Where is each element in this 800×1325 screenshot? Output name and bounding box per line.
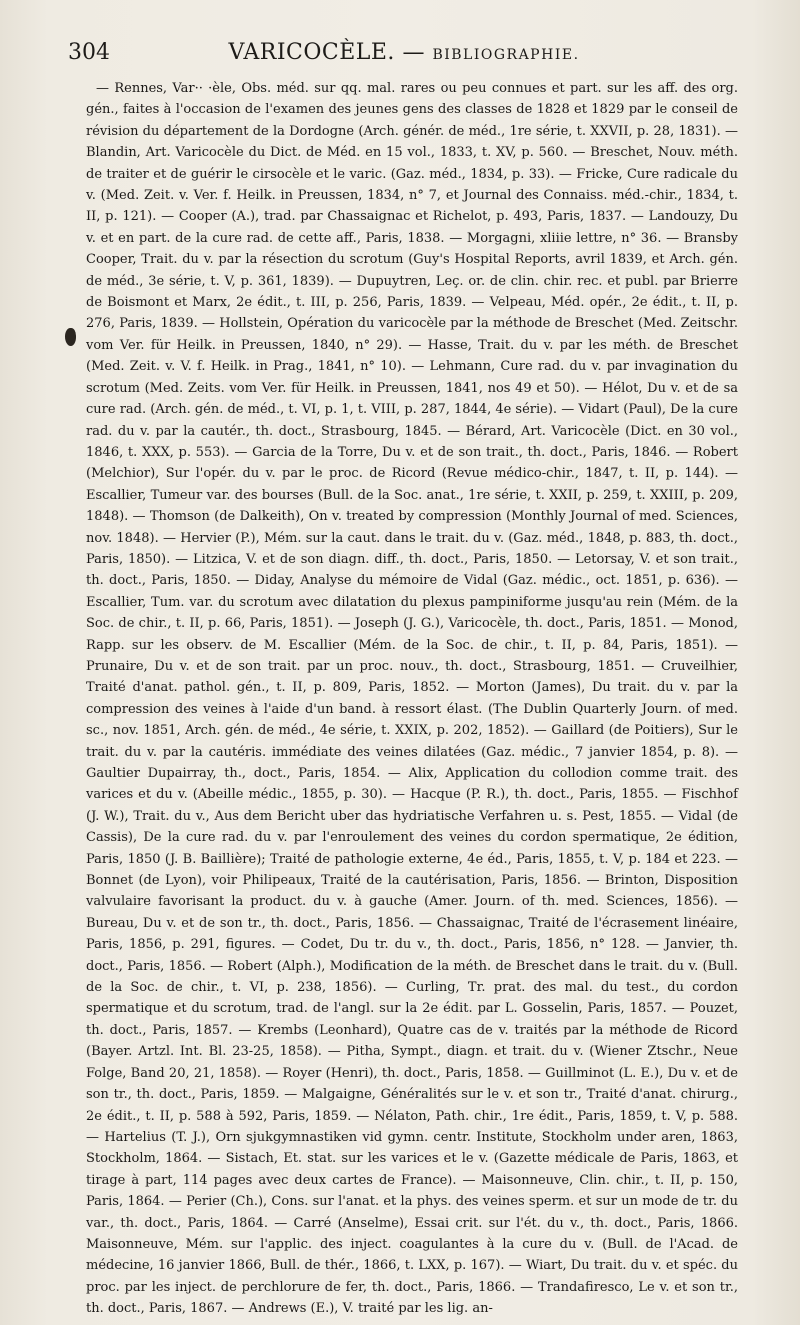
running-title-main: VARICOCÈLE. [228, 40, 395, 65]
running-title-subtitle: BIBLIOGRAPHIE. [432, 47, 580, 63]
page-number: 304 [68, 40, 110, 65]
bibliography-text [86, 78, 738, 1320]
ink-spot [65, 328, 76, 346]
bibliography-paragraph: — Rennes, Var·· ·èle, Obs. méd. sur qq. mal. rares ou peu connues et part. sur les aff. des org. gén., faites à l'occasion de l'examen des jeunes gens des classes de 1828 et 1829 par le conseil de révision du département de la Dordogne (Arch. génér. de méd., 1re série, t. XXVII, p. 28, 1831). — Blandin, Art. Varicocèle du Dict. de Méd. en 15 vol., 1833, t. XV, p. 560. — Breschet, Nouv. méth. de traiter et de guérir le cirsocèle et le varic. (Gaz. méd., 1834, p. 33). — Fricke, Cure radicale du v. (Med. Zeit. v. Ver. f. Heilk. in Preussen, 1834, n° 7, et Journal des Connaiss. méd.-chir., 1834, t. II, p. 121). — Cooper (A.), trad. par Chassaignac et Richelot, p. 493, Paris, 1837. — Landouzy, Du v. et en part. de la cure rad. de cette aff., Paris, 1838. — Morgagni, xliiie lettre, n° 36. — Bransby Cooper, Trait. du v. par la résection du scrotum (Guy's Hospital Reports, avril 1839, et Arch. gén. de méd., 3e série, t. V, p. 361, 1839). — Dupuytren, Leç. or. de clin. chir. rec. et publ. par Brierre de Boismont et Marx, 2e édit., t. III, p. 256, Paris, 1839. — Velpeau, Méd. opér., 2e édit., t. II, p. 276, Paris, 1839. — Hollstein, Opération du varicocèle par la méthode de Breschet (Med. Zeitschr. vom Ver. für Heilk. in Preussen, 1840, n° 29). — Hasse, Trait. du v. par les méth. de Breschet (Med. Zeit. v. V. f. Heilk. in Prag., 1841, n° 10). — Lehmann, Cure rad. du v. par invagination du scrotum (Med. Zeits. vom Ver. für Heilk. in Preussen, 1841, nos 49 et 50). — Hélot, Du v. et de sa cure rad. (Arch. gén. de méd., t. VI, p. 1, t. VIII, p. 287, 1844, 4e série). — Vidart (Paul), De la cure rad. du v. par la cautér., th. doct., Strasbourg, 1845. — Bérard, Art. Varicocèle (Dict. en 30 vol., 1846, t. XXX, p. 553). — Garcia de la Torre, Du v. et de son trait., th. doct., Paris, 1846. — Robert (Melchior), Sur l'opér. du v. par le proc. de Ricord (Revue médico-chir., 1847, t. II, p. 144). — Escallier, Tumeur var. des bourses (Bull. de la Soc. anat., 1re série, t. XXII, p. 259, t. XXIII, p. 209, 1848). — Thomson (de Dalkeith), On v. treated by compression (Monthly Journal of med. Sciences, nov. 1848). — Hervier (P.), Mém. sur la caut. dans le trait. du v. (Gaz. méd., 1848, p. 883, th. doct., Paris, 1850). — Litzica, V. et de son diagn. diff., th. doct., Paris, 1850. — Letorsay, V. et son trait., th. doct., Paris, 1850. — Diday, Analyse du mémoire de Vidal (Gaz. médic., oct. 1851, p. 636). — Escallier, Tum. var. du scrotum avec dilatation du plexus pampiniforme jusqu'au rein (Mém. de la Soc. de chir., t. II, p. 66, Paris, 1851). — Joseph (J. G.), Varicocèle, th. doct., Paris, 1851. — Monod, Rapp. sur les observ. de M. Escallier (Mém. de la Soc. de chir., t. II, p. 84, Paris, 1851). — Prunaire, Du v. et de son trait. par un proc. nouv., th. doct., Strasbourg, 1851. — Cruveilhier, Traité d'anat. pathol. gén., t. II, p. 809, Paris, 1852. — Morton (James), Du trait. du v. par la compression des veines à l'aide d'un band. à ressort élast. (The Dublin Quarterly Journ. of med. sc., nov. 1851, Arch. gén. de méd., 4e série, t. XXIX, p. 202, 1852). — Gaillard (de Poitiers), Sur le trait. du v. par la cautéris. immédiate des veines dilatées (Gaz. médic., 7 janvier 1854, p. 8). — Gaultier Dupairray, th., doct., Paris, 1854. — Alix, Application du collodion comme trait. des varices et du v. (Abeille médic., 1855, p. 30). — Hacque (P. R.), th. doct., Paris, 1855. — Fischhof (J. W.), Trait. du v., Aus dem Bericht uber das hydriatische Verfahren u. s. Pest, 1855. — Vidal (de Cassis), De la cure rad. du v. par l'enroulement des veines du cordon spermatique, 2e édition, Paris, 1850 (J. B. Baillière); Traité de pathologie externe, 4e éd., Paris, 1855, t. V, p. 184 et 223. — Bonnet (de Lyon), voir Philipeaux, Traité de la cautérisation, Paris, 1856. — Brinton, Disposition valvulaire favorisant la product. du v. à gauche (Amer. Journ. of th. med. Sciences, 1856). — Bureau, Du v. et de son tr., th. doct., Paris, 1856. — Chassaignac, Traité de l'écrasement linéaire, Paris, 1856, p. 291, figures. — Codet, Du tr. du v., th. doct., Paris, 1856, n° 128. — Janvier, th. doct., Paris, 1856. — Robert (Alph.), Modification de la méth. de Breschet dans le trait. du v. (Bull. de la Soc. de chir., t. VI, p. 238, 1856). — Curling, Tr. prat. des mal. du test., du cordon spermatique et du scrotum, trad. de l'angl. sur la 2e édit. par L. Gosselin, Paris, 1857. — Pouzet, th. doct., Paris, 1857. — Krembs (Leonhard), Quatre cas de v. traités par la méthode de Ricord (Bayer. Artzl. Int. Bl. 23-25, 1858). — Pitha, Sympt., diagn. et trait. du v. (Wiener Ztschr., Neue Folge, Band 20, 21, 1858). — Royer (Henri), th. doct., Paris, 1858. — Guillminot (L. E.), Du v. et de son tr., th. doct., Paris, 1859. — Malgaigne, Généralités sur le v. et son tr., Traité d'anat. chirurg., 2e édit., t. II, p. 588 à 592, Paris, 1859. — Nélaton, Path. chir., 1re édit., Paris, 1859, t. V, p. 588. — Hartelius (T. J.), Orn sjukgymnastiken vid gymn. centr. Institute, Stockholm under aren, 1863, Stockholm, 1864. — Sistach, Et. stat. sur les varices et le v. (Gazette médicale de Paris, 1863, et tirage à part, 114 pages avec deux cartes de France). — Maisonneuve, Clin. chir., t. II, p. 150, Paris, 1864. — Perier (Ch.), Cons. sur l'anat. et la phys. des veines sperm. et sur un mode de tr. du var., th. doct., Paris, 1864. — Carré (Anselme), Essai crit. sur l'ét. du v., th. doct., Paris, 1866. Maisonneuve, Mém. sur l'applic. des inject. coagulantes à la cure du v. (Bull. de l'Acad. de médecine, 16 janvier 1866, Bull. de thér., 1866, t. LXX, p. 167). — Wiart, Du trait. du v. et spéc. du proc. par les inject. de perchlorure de fer, th. doct., Paris, 1866. — Trandafiresco, Le v. et son tr., th. doct., Paris, 1867. — Andrews (E.), V. traité par les lig. an- [86, 81, 738, 1317]
running-title [68, 40, 740, 65]
running-title-separator: — [402, 40, 425, 65]
page-header [68, 36, 740, 72]
